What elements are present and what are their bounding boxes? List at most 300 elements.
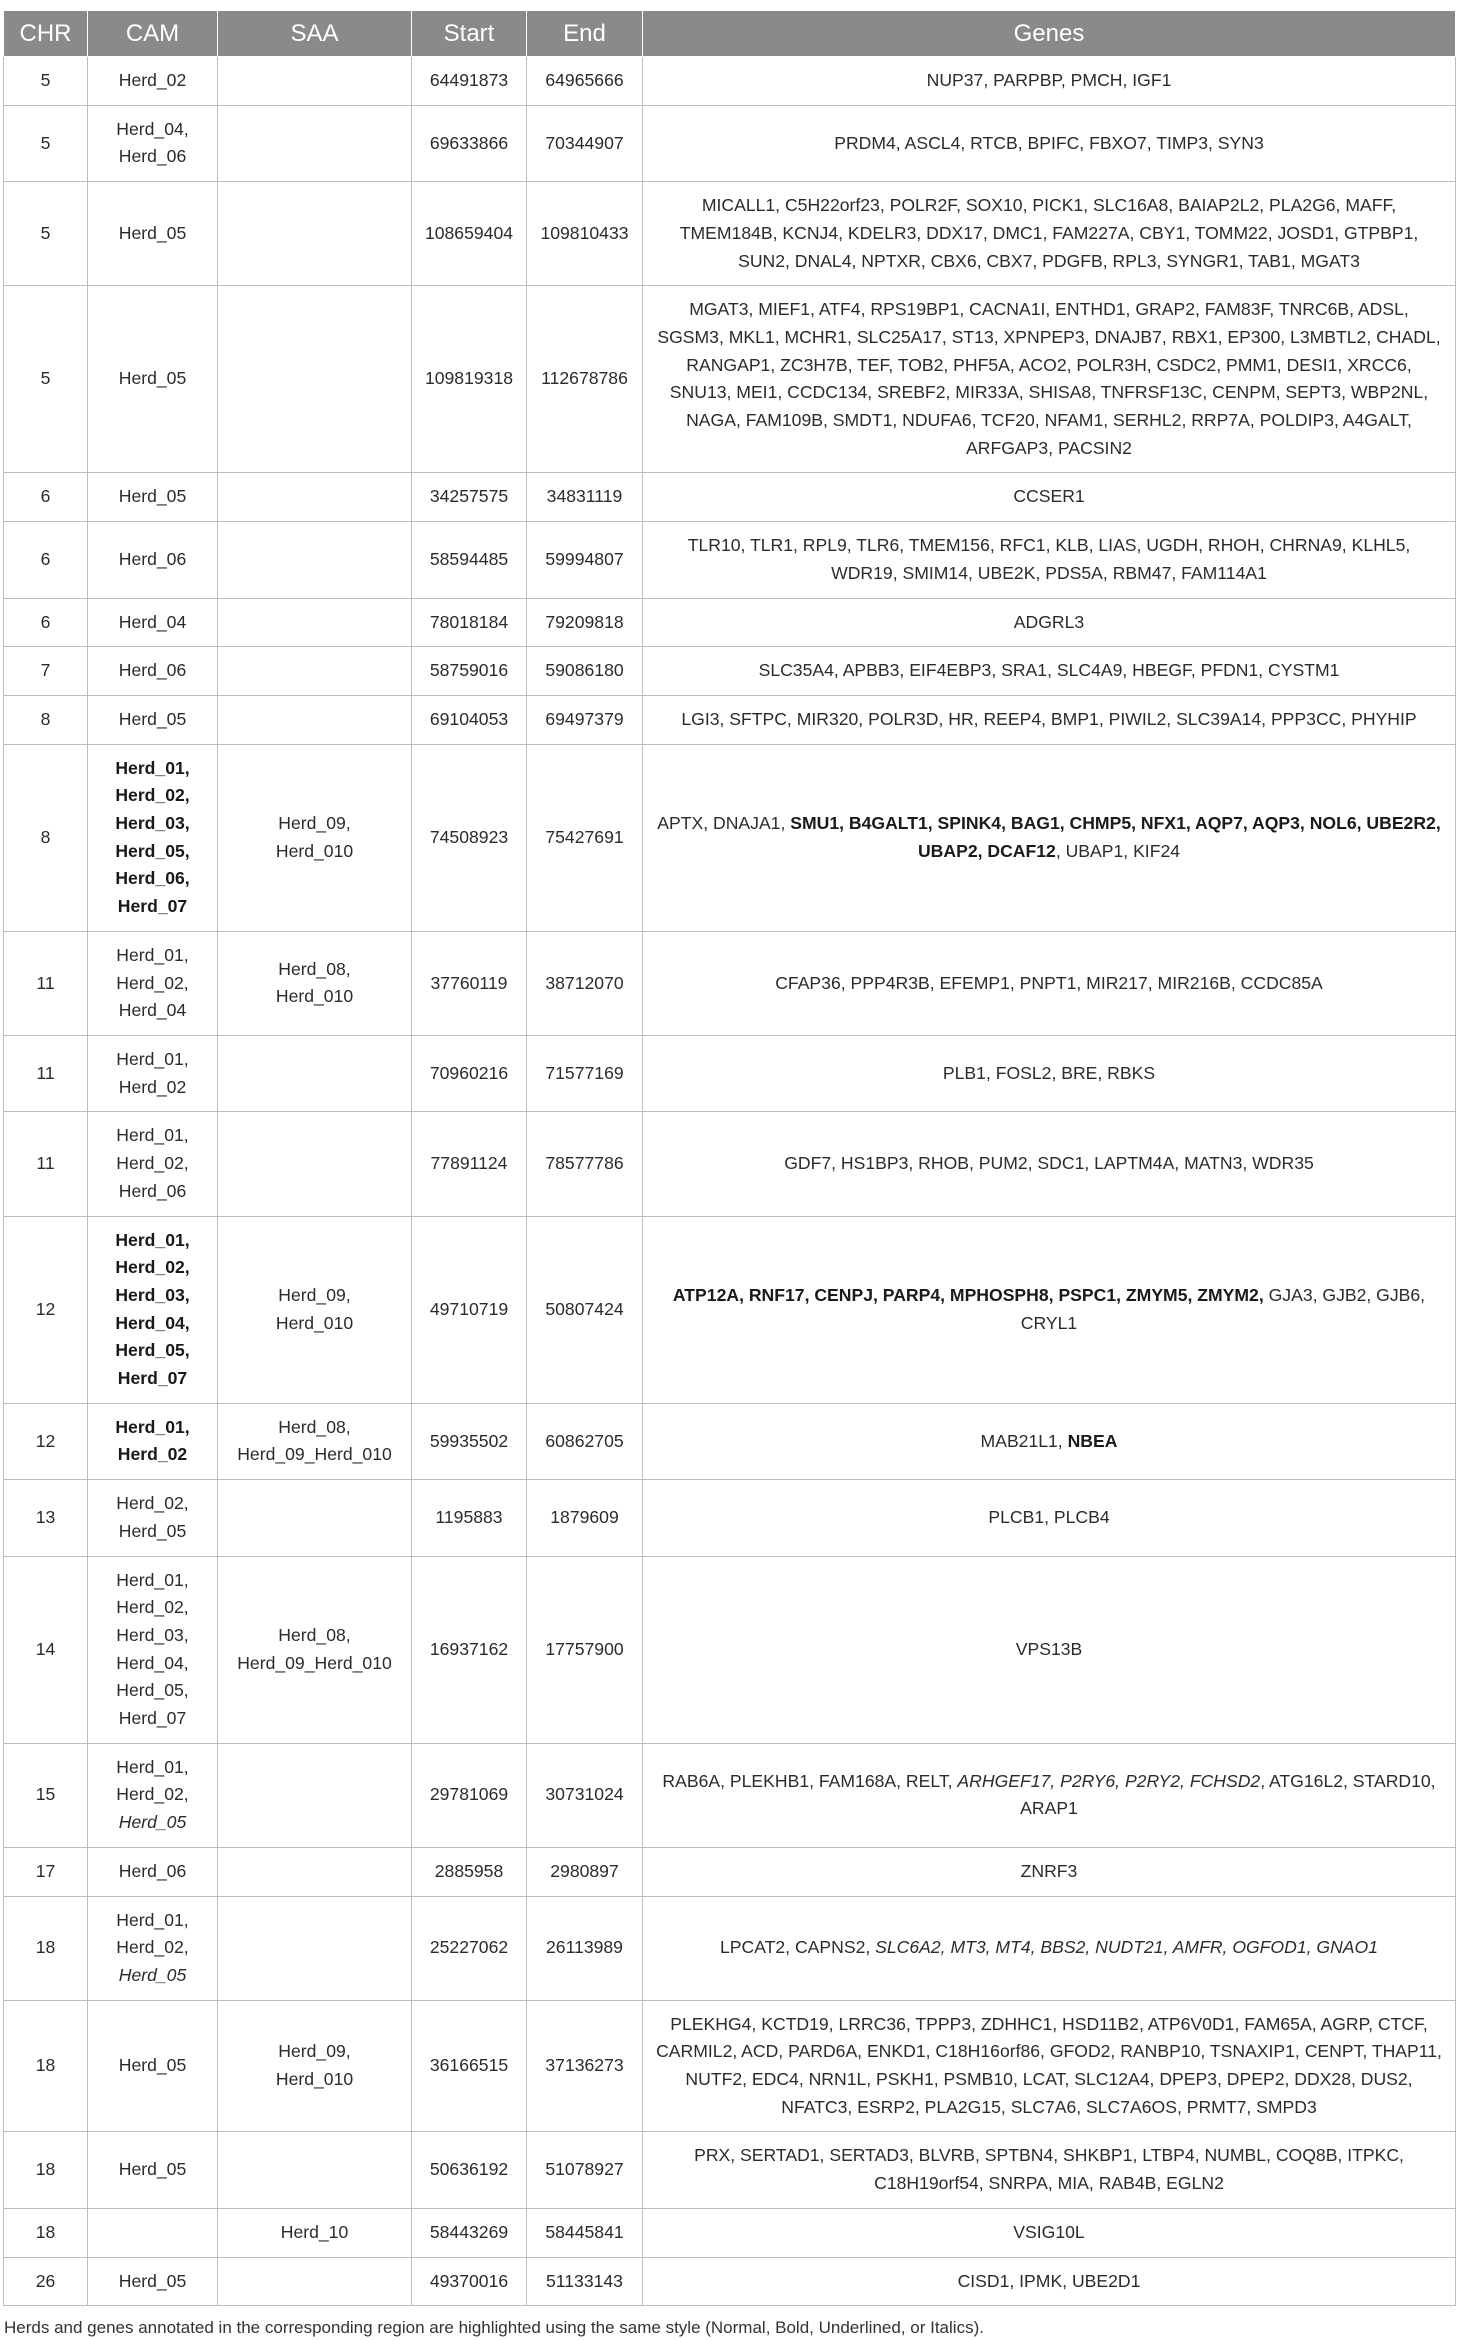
cell-chr: 11 <box>4 1112 88 1216</box>
cell-line <box>96 1046 209 1074</box>
cell-genes <box>643 1112 1456 1216</box>
text-segment: Herd_06 <box>118 660 187 681</box>
cell-chr: 11 <box>4 931 88 1035</box>
cell-start: 29781069 <box>412 1743 527 1847</box>
text-segment: PRX, SERTAD1, SERTAD3, BLVRB, SPTBN4, SHKBP1, LTBP4, NUMBL, COQ8B, ITPKC, C18H19orf54, SNRPA, MIA, RAB4B, EGLN2 <box>694 2145 1404 2194</box>
cell-cam <box>88 695 218 744</box>
cell-line <box>96 657 209 685</box>
text-segment: Herd_05, <box>115 840 190 861</box>
cell-genes <box>643 1896 1456 2000</box>
cell-line <box>96 1622 209 1650</box>
text-segment: Herd_06 <box>118 1860 187 1881</box>
table-row <box>4 1556 1456 1743</box>
cell-chr: 6 <box>4 473 88 522</box>
cell-cam <box>88 522 218 598</box>
cell-line <box>96 1962 209 1990</box>
text-segment: Herd_02 <box>118 70 187 90</box>
text-segment: Herd_06, <box>115 868 190 889</box>
cell-chr: 18 <box>4 2132 88 2208</box>
cell-cam <box>88 105 218 181</box>
cell-line <box>96 67 209 95</box>
cell-line <box>96 546 209 574</box>
cell-line <box>96 1518 209 1546</box>
header-row <box>4 11 1456 57</box>
cell-saa <box>218 1035 412 1111</box>
cell-line <box>226 1622 403 1650</box>
cell-genes <box>643 2132 1456 2208</box>
cell-start: 59935502 <box>412 1403 527 1479</box>
cell-cam <box>88 1035 218 1111</box>
cell-saa <box>218 2000 412 2132</box>
cell-cam <box>88 1556 218 1743</box>
table-row <box>4 2000 1456 2132</box>
text-segment: Herd_01, <box>116 944 189 965</box>
cell-line <box>96 365 209 393</box>
cell-chr: 17 <box>4 1847 88 1896</box>
cell-saa <box>218 1556 412 1743</box>
table-row <box>4 1112 1456 1216</box>
cell-genes <box>643 182 1456 286</box>
text-segment: , UBAP1, KIF24 <box>1055 840 1181 861</box>
cell-line <box>226 956 403 984</box>
table-row <box>4 1403 1456 1479</box>
cell-line <box>96 143 209 171</box>
cell-cam <box>88 1743 218 1847</box>
cell-end: 26113989 <box>527 1896 643 2000</box>
text-segment: Herd_08, <box>278 1624 351 1645</box>
cell-line <box>96 942 209 970</box>
text-segment: APTX, DNAJA1, <box>657 813 791 834</box>
cell-line <box>226 2219 403 2247</box>
text-segment: SMU1, B4GALT1, SPINK4, BAG1, CHMP5, NFX1, AQP7, AQP3, NOL6, UBE2R2, UBAP2, DCAF12 <box>790 813 1441 861</box>
table-body <box>4 57 1456 2306</box>
cell-line <box>96 1365 209 1393</box>
cell-saa <box>218 1847 412 1896</box>
cell-end: 59994807 <box>527 522 643 598</box>
cell-line <box>96 1178 209 1206</box>
cell-line <box>96 609 209 637</box>
table-row <box>4 1480 1456 1556</box>
cell-saa <box>218 2257 412 2306</box>
text-segment: NUP37, PARPBP, PMCH, IGF1 <box>926 70 1172 90</box>
cell-chr: 26 <box>4 2257 88 2306</box>
text-segment: Herd_06 <box>118 146 187 167</box>
text-segment: NBEA <box>1067 1430 1118 1451</box>
text-segment: Herd_01, <box>116 1756 189 1777</box>
text-segment: Herd_02, <box>116 1937 189 1958</box>
cell-saa <box>218 2132 412 2208</box>
text-segment: Herd_05, <box>115 1340 190 1361</box>
table-row <box>4 57 1456 106</box>
text-segment: VPS13B <box>1015 1638 1083 1659</box>
cell-genes <box>643 1743 1456 1847</box>
cell-line <box>96 865 209 893</box>
cell-chr: 7 <box>4 647 88 696</box>
cell-end: 51078927 <box>527 2132 643 2208</box>
cell-cam <box>88 1480 218 1556</box>
cell-start: 108659404 <box>412 182 527 286</box>
cell-genes <box>643 1216 1456 1403</box>
cell-saa <box>218 2208 412 2257</box>
cell-line <box>96 1254 209 1282</box>
cell-line <box>96 1441 209 1469</box>
cell-line <box>226 810 403 838</box>
cell-line <box>226 1441 403 1469</box>
cell-line <box>96 1490 209 1518</box>
cell-start: 1195883 <box>412 1480 527 1556</box>
cell-start: 49370016 <box>412 2257 527 2306</box>
cell-line <box>96 997 209 1025</box>
cell-cam <box>88 2132 218 2208</box>
cell-start: 69104053 <box>412 695 527 744</box>
table-row <box>4 2132 1456 2208</box>
text-segment: Herd_09_Herd_010 <box>237 1652 392 1673</box>
cell-line <box>96 1122 209 1150</box>
cell-line <box>96 1809 209 1837</box>
cell-line <box>96 1705 209 1733</box>
text-segment: Herd_10 <box>280 2221 349 2242</box>
cell-chr: 8 <box>4 695 88 744</box>
cell-start: 2885958 <box>412 1847 527 1896</box>
cell-end: 75427691 <box>527 744 643 931</box>
cell-line <box>96 1934 209 1962</box>
cell-chr: 5 <box>4 57 88 106</box>
cell-end: 1879609 <box>527 1480 643 1556</box>
cell-line <box>96 220 209 248</box>
header-chr: CHR <box>4 11 88 57</box>
cell-genes <box>643 695 1456 744</box>
cell-start: 77891124 <box>412 1112 527 1216</box>
cell-start: 49710719 <box>412 1216 527 1403</box>
text-segment: ADGRL3 <box>1013 611 1085 632</box>
text-segment: Herd_05 <box>118 708 187 729</box>
text-segment: LPCAT2, CAPNS2, <box>720 1937 876 1958</box>
cell-genes <box>643 598 1456 647</box>
text-segment: Herd_01, <box>115 757 190 778</box>
cell-genes <box>643 1403 1456 1479</box>
cell-line <box>96 755 209 783</box>
text-segment: Herd_04, <box>116 118 189 139</box>
cell-line <box>226 1414 403 1442</box>
cell-line <box>96 1677 209 1705</box>
table-row <box>4 647 1456 696</box>
cell-cam <box>88 473 218 522</box>
cell-saa <box>218 931 412 1035</box>
cell-genes <box>643 744 1456 931</box>
text-segment: Herd_010 <box>275 986 354 1007</box>
cell-end: 17757900 <box>527 1556 643 1743</box>
text-segment: Herd_010 <box>275 840 354 861</box>
table-row <box>4 695 1456 744</box>
cell-end: 51133143 <box>527 2257 643 2306</box>
table-row <box>4 1896 1456 2000</box>
cell-line <box>96 483 209 511</box>
table-row <box>4 931 1456 1035</box>
text-segment: Herd_01, <box>115 1229 190 1250</box>
cell-cam <box>88 598 218 647</box>
table-row <box>4 522 1456 598</box>
cell-line <box>226 1282 403 1310</box>
table-row <box>4 598 1456 647</box>
cell-line <box>226 1650 403 1678</box>
text-segment: ARHGEF17, P2RY6, P2RY2, FCHSD2 <box>957 1770 1261 1791</box>
text-segment: Herd_05 <box>118 222 187 243</box>
cell-end: 70344907 <box>527 105 643 181</box>
cell-genes <box>643 105 1456 181</box>
cell-chr: 8 <box>4 744 88 931</box>
cell-end: 71577169 <box>527 1035 643 1111</box>
text-segment: MAB21L1, <box>980 1430 1068 1451</box>
cell-line <box>96 1227 209 1255</box>
cell-saa <box>218 695 412 744</box>
text-segment: Herd_05 <box>118 2270 187 2291</box>
text-segment: Herd_04 <box>118 1000 187 1021</box>
cell-end: 30731024 <box>527 1743 643 1847</box>
text-segment: GJA3, GJB2, GJB6, CRYL1 <box>1020 1284 1426 1333</box>
cell-cam <box>88 2257 218 2306</box>
text-segment: Herd_02, <box>115 1257 190 1278</box>
header-cam: CAM <box>88 11 218 57</box>
cell-line <box>96 1150 209 1178</box>
text-segment: Herd_01, <box>116 1909 189 1930</box>
header-genes: Genes <box>643 11 1456 57</box>
cell-cam <box>88 57 218 106</box>
cell-line <box>226 2038 403 2066</box>
cell-line <box>226 838 403 866</box>
text-segment: Herd_01, <box>116 1569 189 1590</box>
text-segment: GDF7, HS1BP3, RHOB, PUM2, SDC1, LAPTM4A, MATN3, WDR35 <box>784 1153 1314 1174</box>
cell-saa <box>218 1743 412 1847</box>
table-row <box>4 1035 1456 1111</box>
cell-saa <box>218 57 412 106</box>
cell-line <box>96 838 209 866</box>
cell-genes <box>643 473 1456 522</box>
cell-line <box>96 810 209 838</box>
text-segment: Herd_02, <box>116 1153 189 1174</box>
cell-genes <box>643 931 1456 1035</box>
cell-start: 58594485 <box>412 522 527 598</box>
text-segment: SLC6A2, MT3, MT4, BBS2, NUDT21, AMFR, OGFOD1, GNAO1 <box>875 1937 1378 1958</box>
text-segment: , ATG16L2, STARD10, ARAP1 <box>1020 1770 1436 1819</box>
text-segment: Herd_05 <box>118 2055 187 2076</box>
text-segment: Herd_03, <box>116 1624 189 1645</box>
cell-chr: 12 <box>4 1403 88 1479</box>
text-segment: Herd_04 <box>118 611 187 632</box>
text-segment: Herd_02, <box>116 972 189 993</box>
cell-line <box>96 1337 209 1365</box>
text-segment: Herd_09, <box>278 2041 351 2062</box>
text-segment: CFAP36, PPP4R3B, EFEMP1, PNPT1, MIR217, MIR216B, CCDC85A <box>775 972 1323 993</box>
cell-line <box>96 970 209 998</box>
text-segment: LGI3, SFTPC, MIR320, POLR3D, HR, REEP4, BMP1, PIWIL2, SLC39A14, PPP3CC, PHYHIP <box>681 708 1417 729</box>
text-segment: PLEKHG4, KCTD19, LRRC36, TPPP3, ZDHHC1, HSD11B2, ATP6V0D1, FAM65A, AGRP, CTCF, CARMIL2, ACD, PARD6A, ENKD1, C18H16orf86, GFOD2, RANBP10, TSNAXIP1, CENPT, THAP11, NUTF2, EDC4, NRN1L, PSKH1, PSMB10, LCAT, SLC12A4, DPEP3, DPEP2, DDX28, DUS2, NFATC3, ESRP2, PLA2G15, SLC7A6, SLC7A6OS, PRMT7, SMPD3 <box>656 2013 1442 2117</box>
table-row <box>4 105 1456 181</box>
herd-genes-table <box>3 10 1456 2306</box>
cell-line <box>96 1858 209 1886</box>
cell-line <box>96 1074 209 1102</box>
cell-genes <box>643 2000 1456 2132</box>
cell-cam <box>88 744 218 931</box>
cell-saa <box>218 1403 412 1479</box>
cell-saa <box>218 1216 412 1403</box>
text-segment: MICALL1, C5H22orf23, POLR2F, SOX10, PICK1, SLC16A8, BAIAP2L2, PLA2G6, MAFF, TMEM184B, KCNJ4, KDELR3, DDX17, DMC1, FAM227A, CBY1, TOMM22, JOSD1, GTPBP1, SUN2, DNAL4, NPTXR, CBX6, CBX7, PDGFB, RPL3, SYNGR1, TAB1, MGAT3 <box>679 195 1419 271</box>
cell-chr: 5 <box>4 182 88 286</box>
cell-cam <box>88 647 218 696</box>
cell-end: 50807424 <box>527 1216 643 1403</box>
cell-chr: 5 <box>4 286 88 473</box>
cell-line <box>96 116 209 144</box>
cell-chr: 5 <box>4 105 88 181</box>
cell-chr: 14 <box>4 1556 88 1743</box>
cell-saa <box>218 105 412 181</box>
cell-saa <box>218 1896 412 2000</box>
text-segment: Herd_01, <box>116 1048 189 1069</box>
cell-genes <box>643 647 1456 696</box>
text-segment: Herd_09, <box>278 1284 351 1305</box>
text-segment: Herd_07 <box>117 896 188 917</box>
cell-cam <box>88 1403 218 1479</box>
cell-end: 112678786 <box>527 286 643 473</box>
text-segment: Herd_010 <box>275 2069 354 2090</box>
cell-line <box>226 983 403 1011</box>
cell-line <box>96 1310 209 1338</box>
text-segment: ZNRF3 <box>1020 1860 1078 1881</box>
cell-end: 64965666 <box>527 57 643 106</box>
text-segment: Herd_02, <box>115 785 190 806</box>
cell-end: 79209818 <box>527 598 643 647</box>
text-segment: Herd_07 <box>117 1368 188 1389</box>
cell-line <box>96 1567 209 1595</box>
text-segment: Herd_06 <box>118 1180 187 1201</box>
table-row <box>4 473 1456 522</box>
cell-line <box>96 782 209 810</box>
cell-cam <box>88 931 218 1035</box>
cell-line <box>96 893 209 921</box>
header-start: Start <box>412 11 527 57</box>
cell-line <box>96 2052 209 2080</box>
text-segment: PRDM4, ASCL4, RTCB, BPIFC, FBXO7, TIMP3, SYN3 <box>834 132 1264 153</box>
cell-genes <box>643 286 1456 473</box>
cell-genes <box>643 2257 1456 2306</box>
table-row <box>4 182 1456 286</box>
cell-cam <box>88 1896 218 2000</box>
cell-saa <box>218 1112 412 1216</box>
text-segment: Herd_05, <box>116 1680 189 1701</box>
text-segment: PLB1, FOSL2, BRE, RBKS <box>942 1062 1156 1083</box>
text-segment: Herd_09_Herd_010 <box>237 1444 392 1465</box>
text-segment: CCSER1 <box>1013 486 1085 507</box>
cell-line <box>96 1781 209 1809</box>
cell-end: 78577786 <box>527 1112 643 1216</box>
cell-chr: 18 <box>4 2208 88 2257</box>
cell-genes <box>643 57 1456 106</box>
cell-line <box>96 1594 209 1622</box>
cell-cam <box>88 1216 218 1403</box>
cell-saa <box>218 522 412 598</box>
text-segment: Herd_05 <box>118 1964 187 1985</box>
cell-start: 109819318 <box>412 286 527 473</box>
cell-line <box>96 1414 209 1442</box>
cell-saa <box>218 182 412 286</box>
text-segment: Herd_03, <box>115 813 190 834</box>
text-segment: PLCB1, PLCB4 <box>988 1506 1110 1527</box>
cell-genes <box>643 1556 1456 1743</box>
text-segment: Herd_010 <box>275 1312 354 1333</box>
cell-cam <box>88 2000 218 2132</box>
text-segment: VSIG10L <box>1013 2221 1085 2242</box>
cell-chr: 11 <box>4 1035 88 1111</box>
cell-end: 59086180 <box>527 647 643 696</box>
cell-cam <box>88 1847 218 1896</box>
cell-genes <box>643 2208 1456 2257</box>
text-segment: Herd_02, <box>116 1493 189 1514</box>
text-segment: Herd_04, <box>115 1312 190 1333</box>
text-segment: Herd_02, <box>116 1784 189 1805</box>
cell-start: 16937162 <box>412 1556 527 1743</box>
text-segment: Herd_04, <box>116 1652 189 1673</box>
cell-end: 58445841 <box>527 2208 643 2257</box>
cell-line <box>96 1754 209 1782</box>
cell-line <box>96 1650 209 1678</box>
text-segment: Herd_09, <box>278 813 351 834</box>
cell-line <box>96 706 209 734</box>
cell-start: 78018184 <box>412 598 527 647</box>
cell-start: 69633866 <box>412 105 527 181</box>
cell-end: 69497379 <box>527 695 643 744</box>
cell-chr: 18 <box>4 1896 88 2000</box>
text-segment: Herd_02, <box>116 1597 189 1618</box>
text-segment: ATP12A, RNF17, CENPJ, PARP4, MPHOSPH8, PSPC1, ZMYM5, ZMYM2, <box>672 1284 1264 1305</box>
cell-line <box>96 2156 209 2184</box>
cell-end: 34831119 <box>527 473 643 522</box>
cell-cam <box>88 182 218 286</box>
cell-line <box>226 1310 403 1338</box>
cell-chr: 6 <box>4 598 88 647</box>
cell-saa <box>218 598 412 647</box>
text-segment: Herd_06 <box>118 548 187 569</box>
table-row <box>4 2257 1456 2306</box>
cell-end: 38712070 <box>527 931 643 1035</box>
text-segment: Herd_05 <box>118 1812 187 1833</box>
cell-line <box>226 2066 403 2094</box>
header-end: End <box>527 11 643 57</box>
cell-end: 60862705 <box>527 1403 643 1479</box>
cell-end: 109810433 <box>527 182 643 286</box>
cell-line <box>96 2268 209 2296</box>
table-row <box>4 2208 1456 2257</box>
header-saa: SAA <box>218 11 412 57</box>
text-segment: Herd_08, <box>278 958 351 979</box>
text-segment: Herd_05 <box>118 2159 187 2180</box>
cell-genes <box>643 1847 1456 1896</box>
text-segment: Herd_02 <box>117 1444 188 1465</box>
cell-saa <box>218 1480 412 1556</box>
cell-start: 34257575 <box>412 473 527 522</box>
text-segment: SLC35A4, APBB3, EIF4EBP3, SRA1, SLC4A9, HBEGF, PFDN1, CYSTM1 <box>758 660 1340 681</box>
cell-line <box>96 1282 209 1310</box>
cell-end: 2980897 <box>527 1847 643 1896</box>
text-segment: Herd_02 <box>118 1076 187 1097</box>
text-segment: CISD1, IPMK, UBE2D1 <box>957 2270 1141 2291</box>
cell-cam <box>88 1112 218 1216</box>
table-row <box>4 286 1456 473</box>
cell-saa <box>218 286 412 473</box>
table-row <box>4 1216 1456 1403</box>
cell-saa <box>218 647 412 696</box>
text-segment: Herd_05 <box>118 368 187 389</box>
cell-chr: 6 <box>4 522 88 598</box>
cell-start: 36166515 <box>412 2000 527 2132</box>
